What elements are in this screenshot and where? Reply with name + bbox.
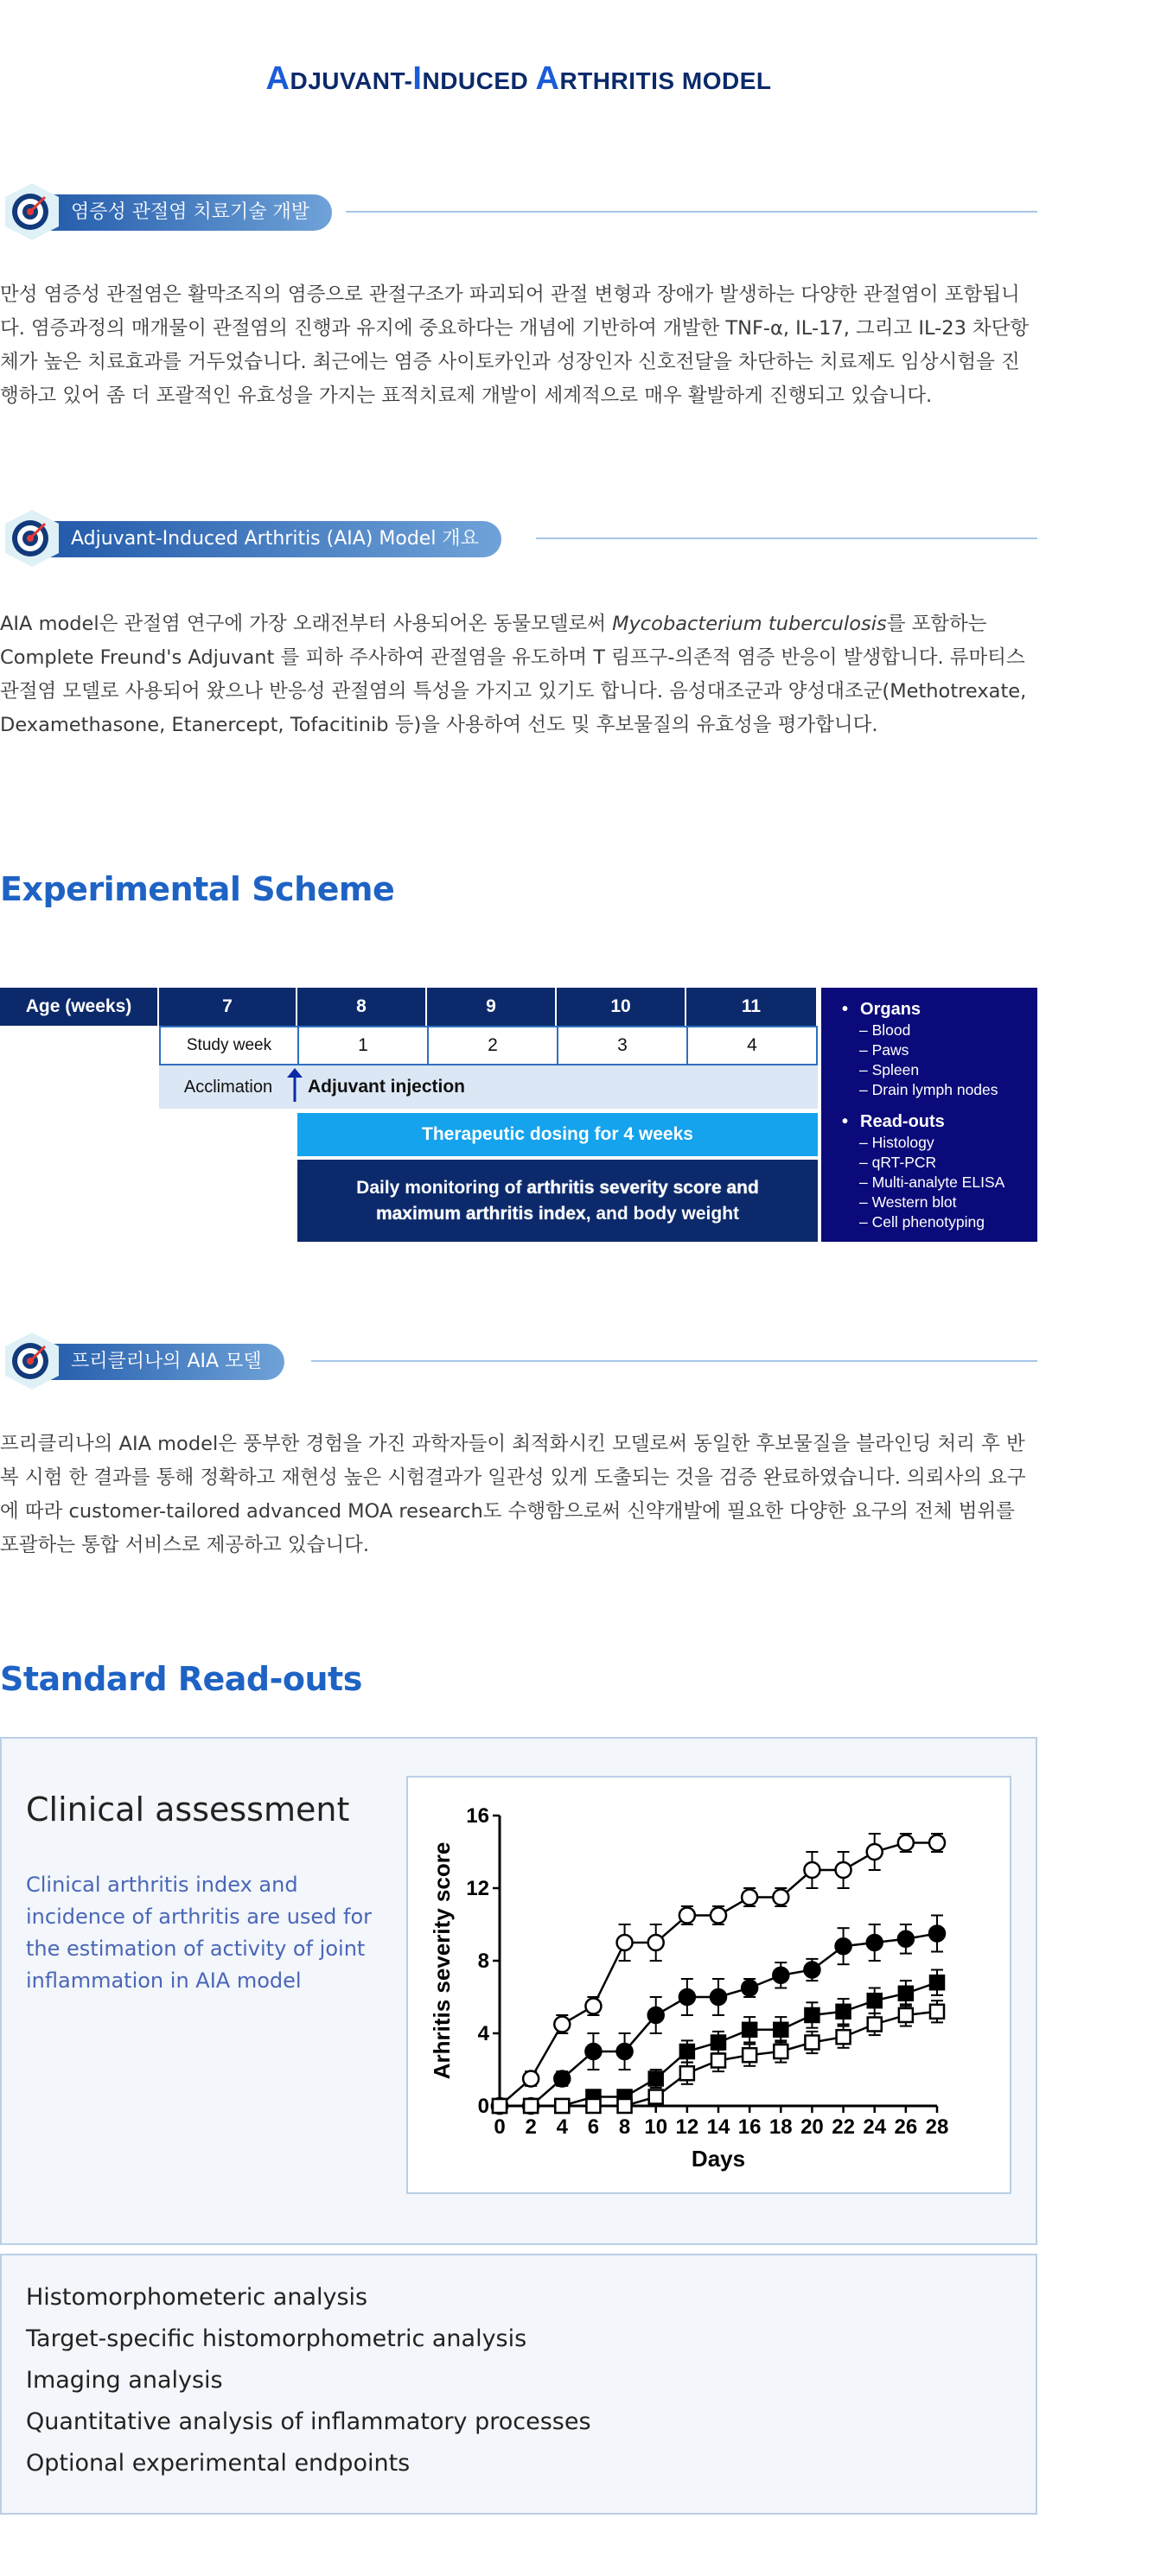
age-cell: 11 bbox=[686, 988, 818, 1026]
data-point bbox=[648, 1935, 664, 1950]
data-point bbox=[680, 2045, 694, 2058]
data-point bbox=[899, 2008, 913, 2022]
data-point bbox=[837, 2005, 851, 2019]
age-cell: 8 bbox=[297, 988, 427, 1026]
x-tick-label: 0 bbox=[494, 2115, 506, 2139]
title-cap: I bbox=[412, 60, 423, 97]
readouts-group bbox=[842, 1112, 1037, 1232]
readout-item: – Cell phenotyping bbox=[842, 1212, 1037, 1232]
section-header-preclina-aia bbox=[0, 1329, 1037, 1381]
species-name: Mycobacterium tuberculosis bbox=[612, 613, 887, 635]
organs-readouts-panel bbox=[821, 988, 1037, 1242]
monitoring-highlight: arthritis severity score and maximum arthritis index bbox=[375, 1177, 759, 1224]
data-point bbox=[524, 2099, 538, 2113]
title-cap: A bbox=[265, 60, 290, 97]
analysis-item: Target-specific histomorphometric analysis bbox=[26, 2325, 527, 2352]
therapeutic-dosing-bar: Therapeutic dosing for 4 weeks bbox=[297, 1113, 818, 1156]
section-badge-icon bbox=[0, 1329, 64, 1393]
x-axis-label: Days bbox=[691, 2146, 746, 2172]
x-tick-label: 12 bbox=[675, 2115, 699, 2139]
data-point bbox=[930, 2005, 944, 2019]
data-point bbox=[837, 2030, 851, 2044]
study-week-cell: 1 bbox=[297, 1026, 429, 1065]
y-tick-label: 12 bbox=[466, 1877, 489, 1900]
data-point bbox=[898, 1931, 914, 1947]
experimental-scheme-heading: Experimental Scheme bbox=[0, 870, 395, 908]
x-tick-label: 22 bbox=[832, 2115, 855, 2139]
study-week-label: Study week bbox=[159, 1026, 299, 1065]
y-tick-label: 8 bbox=[477, 1949, 489, 1973]
section-divider bbox=[536, 537, 1037, 539]
section-divider bbox=[311, 1360, 1037, 1362]
data-point bbox=[523, 2071, 539, 2087]
data-point bbox=[836, 1862, 851, 1878]
x-tick-label: 20 bbox=[800, 2115, 824, 2139]
data-point bbox=[773, 1890, 788, 1905]
data-point bbox=[680, 2066, 694, 2080]
data-point bbox=[743, 2048, 756, 2062]
readout-item: – Multi-analyte ELISA bbox=[842, 1173, 1037, 1193]
study-week-cell: 3 bbox=[557, 1026, 688, 1065]
injection-arrow-icon bbox=[285, 1067, 304, 1104]
data-point bbox=[773, 1968, 788, 1983]
data-point bbox=[804, 1862, 819, 1878]
daily-monitoring-bar bbox=[297, 1160, 818, 1242]
data-point bbox=[617, 1935, 633, 1950]
data-point bbox=[774, 2023, 788, 2037]
data-point bbox=[711, 1989, 726, 2005]
x-tick-label: 14 bbox=[706, 2115, 730, 2139]
organs-group bbox=[842, 1000, 1037, 1100]
y-tick-label: 4 bbox=[477, 2022, 489, 2045]
readout-item: – Western blot bbox=[842, 1193, 1037, 1212]
age-cell: 9 bbox=[427, 988, 557, 1026]
data-point bbox=[867, 1935, 883, 1950]
adjuvant-injection-cell: Adjuvant injection bbox=[297, 1065, 818, 1109]
data-point bbox=[493, 2099, 507, 2113]
organ-item: – Paws bbox=[842, 1040, 1037, 1060]
analysis-item: Histomorphometeric analysis bbox=[26, 2284, 368, 2311]
age-label: Age (weeks) bbox=[0, 988, 159, 1026]
data-point bbox=[617, 2044, 633, 2059]
data-point bbox=[929, 1835, 945, 1851]
data-point bbox=[711, 2036, 725, 2050]
analysis-item: Imaging analysis bbox=[26, 2367, 223, 2394]
analysis-item: Optional experimental endpoints bbox=[26, 2450, 411, 2477]
data-point bbox=[555, 2099, 569, 2113]
data-point bbox=[868, 1994, 882, 2007]
experimental-scheme-table bbox=[0, 988, 1037, 1242]
data-point bbox=[711, 2054, 725, 2068]
data-point bbox=[805, 2008, 819, 2022]
data-point bbox=[648, 2007, 664, 2023]
data-point bbox=[930, 1975, 944, 1989]
title-cap: A bbox=[535, 60, 560, 97]
data-point bbox=[618, 2099, 632, 2113]
x-tick-label: 8 bbox=[618, 2115, 631, 2139]
age-cell: 10 bbox=[557, 988, 686, 1026]
data-point bbox=[836, 1938, 851, 1954]
data-point bbox=[898, 1835, 914, 1851]
data-point bbox=[742, 1981, 757, 1996]
section-label: 염증성 관절염 치료기술 개발 bbox=[26, 194, 332, 231]
organ-item: – Spleen bbox=[842, 1060, 1037, 1080]
data-point bbox=[867, 1844, 883, 1860]
data-point bbox=[899, 1987, 913, 2000]
data-point bbox=[649, 2072, 663, 2086]
acclimation-cell: Acclimation bbox=[159, 1065, 297, 1109]
x-tick-label: 28 bbox=[925, 2115, 949, 2139]
data-point bbox=[774, 2045, 788, 2058]
age-cell: 7 bbox=[159, 988, 297, 1026]
section-badge-icon bbox=[0, 180, 64, 244]
x-tick-label: 6 bbox=[587, 2115, 600, 2139]
monitoring-text: , and body weight bbox=[585, 1203, 740, 1224]
analysis-list bbox=[26, 2277, 591, 2484]
y-tick-label: 16 bbox=[466, 1804, 489, 1828]
organs-title: • Organs bbox=[842, 1000, 1037, 1020]
title-text: DJUVANT- bbox=[290, 67, 413, 94]
data-point bbox=[868, 2018, 882, 2032]
organ-item: – Blood bbox=[842, 1021, 1037, 1040]
section3-body: 프리클리나의 AIA model은 풍부한 경험을 가진 과학자들이 최적화시킨 모델로써 동일한 후보물질을 블라인딩 처리 후 반복 시험 한 결과를 통해 정확하고 재현성 높은 시험결과가 일관성 있게 도출되는 것을 검증 완료하였습니다. 의뢰사의 요구에 따라 customer-tailored advanced MOA research도 수행함으로써 신약개발에 필요한 다양한 요구의 전체 범위를 포괄하는 통합 서비스로 제공하고 있습니다. bbox=[0, 1433, 1026, 1556]
data-point bbox=[711, 1908, 726, 1924]
data-point bbox=[929, 1926, 945, 1942]
section-header-inflammatory bbox=[0, 180, 1037, 232]
body-text: AIA model은 관절염 연구에 가장 오래전부터 사용되어온 동물모델로써 bbox=[0, 613, 613, 635]
section-badge-icon bbox=[0, 506, 64, 570]
organ-item: – Drain lymph nodes bbox=[842, 1080, 1037, 1100]
readout-item: – Histology bbox=[842, 1133, 1037, 1153]
data-point bbox=[554, 2071, 570, 2087]
section2-body bbox=[0, 607, 1037, 742]
section-label: 프리클리나의 AIA 모델 bbox=[26, 1344, 284, 1380]
arthritis-score-chart bbox=[408, 1778, 1010, 2192]
x-tick-label: 2 bbox=[525, 2115, 537, 2139]
readout-item: – qRT-PCR bbox=[842, 1153, 1037, 1173]
x-tick-label: 26 bbox=[894, 2115, 918, 2139]
x-tick-label: 10 bbox=[644, 2115, 668, 2139]
x-tick-label: 16 bbox=[737, 2115, 762, 2139]
data-point bbox=[585, 2044, 601, 2059]
data-point bbox=[585, 1999, 601, 2014]
data-point bbox=[554, 2017, 570, 2032]
readouts-title: • Read-outs bbox=[842, 1112, 1037, 1132]
x-tick-label: 18 bbox=[768, 2115, 793, 2139]
monitoring-text: Daily monitoring of bbox=[356, 1177, 527, 1198]
title-text: RTHRITIS MODEL bbox=[559, 67, 772, 94]
data-point bbox=[679, 1908, 695, 1924]
data-point bbox=[679, 1989, 695, 2005]
study-week-cell: 2 bbox=[427, 1026, 558, 1065]
x-tick-label: 24 bbox=[863, 2115, 887, 2139]
data-point bbox=[649, 2090, 663, 2104]
y-axis-label: Arhritis severity score bbox=[429, 1841, 455, 2080]
clinical-assessment-title: Clinical assessment bbox=[26, 1790, 350, 1829]
data-point bbox=[586, 2099, 600, 2113]
clinical-assessment-desc: Clinical arthritis index and incidence of arthritis are used for the estimation of activity of joint inflammation in AIA model bbox=[26, 1873, 373, 1993]
page-title bbox=[0, 60, 1037, 98]
x-tick-label: 4 bbox=[556, 2115, 568, 2139]
study-week-cell: 4 bbox=[686, 1026, 818, 1065]
data-point bbox=[805, 2036, 819, 2050]
section1-body: 만성 염증성 관절염은 활막조직의 염증으로 관절구조가 파괴되어 관절 변형과 장애가 발생하는 다양한 관절염이 포함됩니다. 염증과정의 매개물이 관절염의 진행과 유지에 중요하다는 개념에 기반하여 개발한 TNF-α, IL-17, 그리고 IL-23 차단항체가 높은 치료효과를 거두었습니다. 최근에는 염증 사이토카인과 성장인자 신호전달을 차단하는 치료제도 임상시험을 진행하고 있어 좀 더 포괄적인 유효성을 가지는 표적치료제 개발이 세계적으로 매우 활발하게 진행되고 있습니다. bbox=[0, 283, 1030, 407]
section-label: Adjuvant-Induced Arthritis (AIA) Model 개요 bbox=[26, 521, 501, 557]
y-tick-label: 0 bbox=[477, 2095, 489, 2118]
section-divider bbox=[346, 211, 1037, 213]
body-text: 를 포함하는 Complete Freund's Adjuvant 를 피하 주사하여 관절염을 유도하며 T 림프구-의존적 염증 반응이 발생합니다. 류마티스관절염 모델로 사용되어 왔으나 반응성 관절염의 특성을 가지고 있기도 합니다. 음성대조군과 양성대조군(Methotrexate, Dexamethasone, Etanercept, Tofacitinib 등)을 사용하여 선도 및 후보물질의 유효성을 평가합니다. bbox=[0, 613, 1027, 736]
section-header-aia-overview bbox=[0, 506, 1037, 558]
analysis-item: Quantitative analysis of inflammatory processes bbox=[26, 2408, 591, 2435]
arthritis-score-chart-frame bbox=[406, 1776, 1011, 2194]
title-text: NDUCED bbox=[422, 67, 536, 94]
standard-readouts-heading: Standard Read-outs bbox=[0, 1660, 362, 1698]
data-point bbox=[742, 1890, 757, 1905]
data-point bbox=[743, 2023, 756, 2037]
data-point bbox=[804, 1962, 819, 1978]
